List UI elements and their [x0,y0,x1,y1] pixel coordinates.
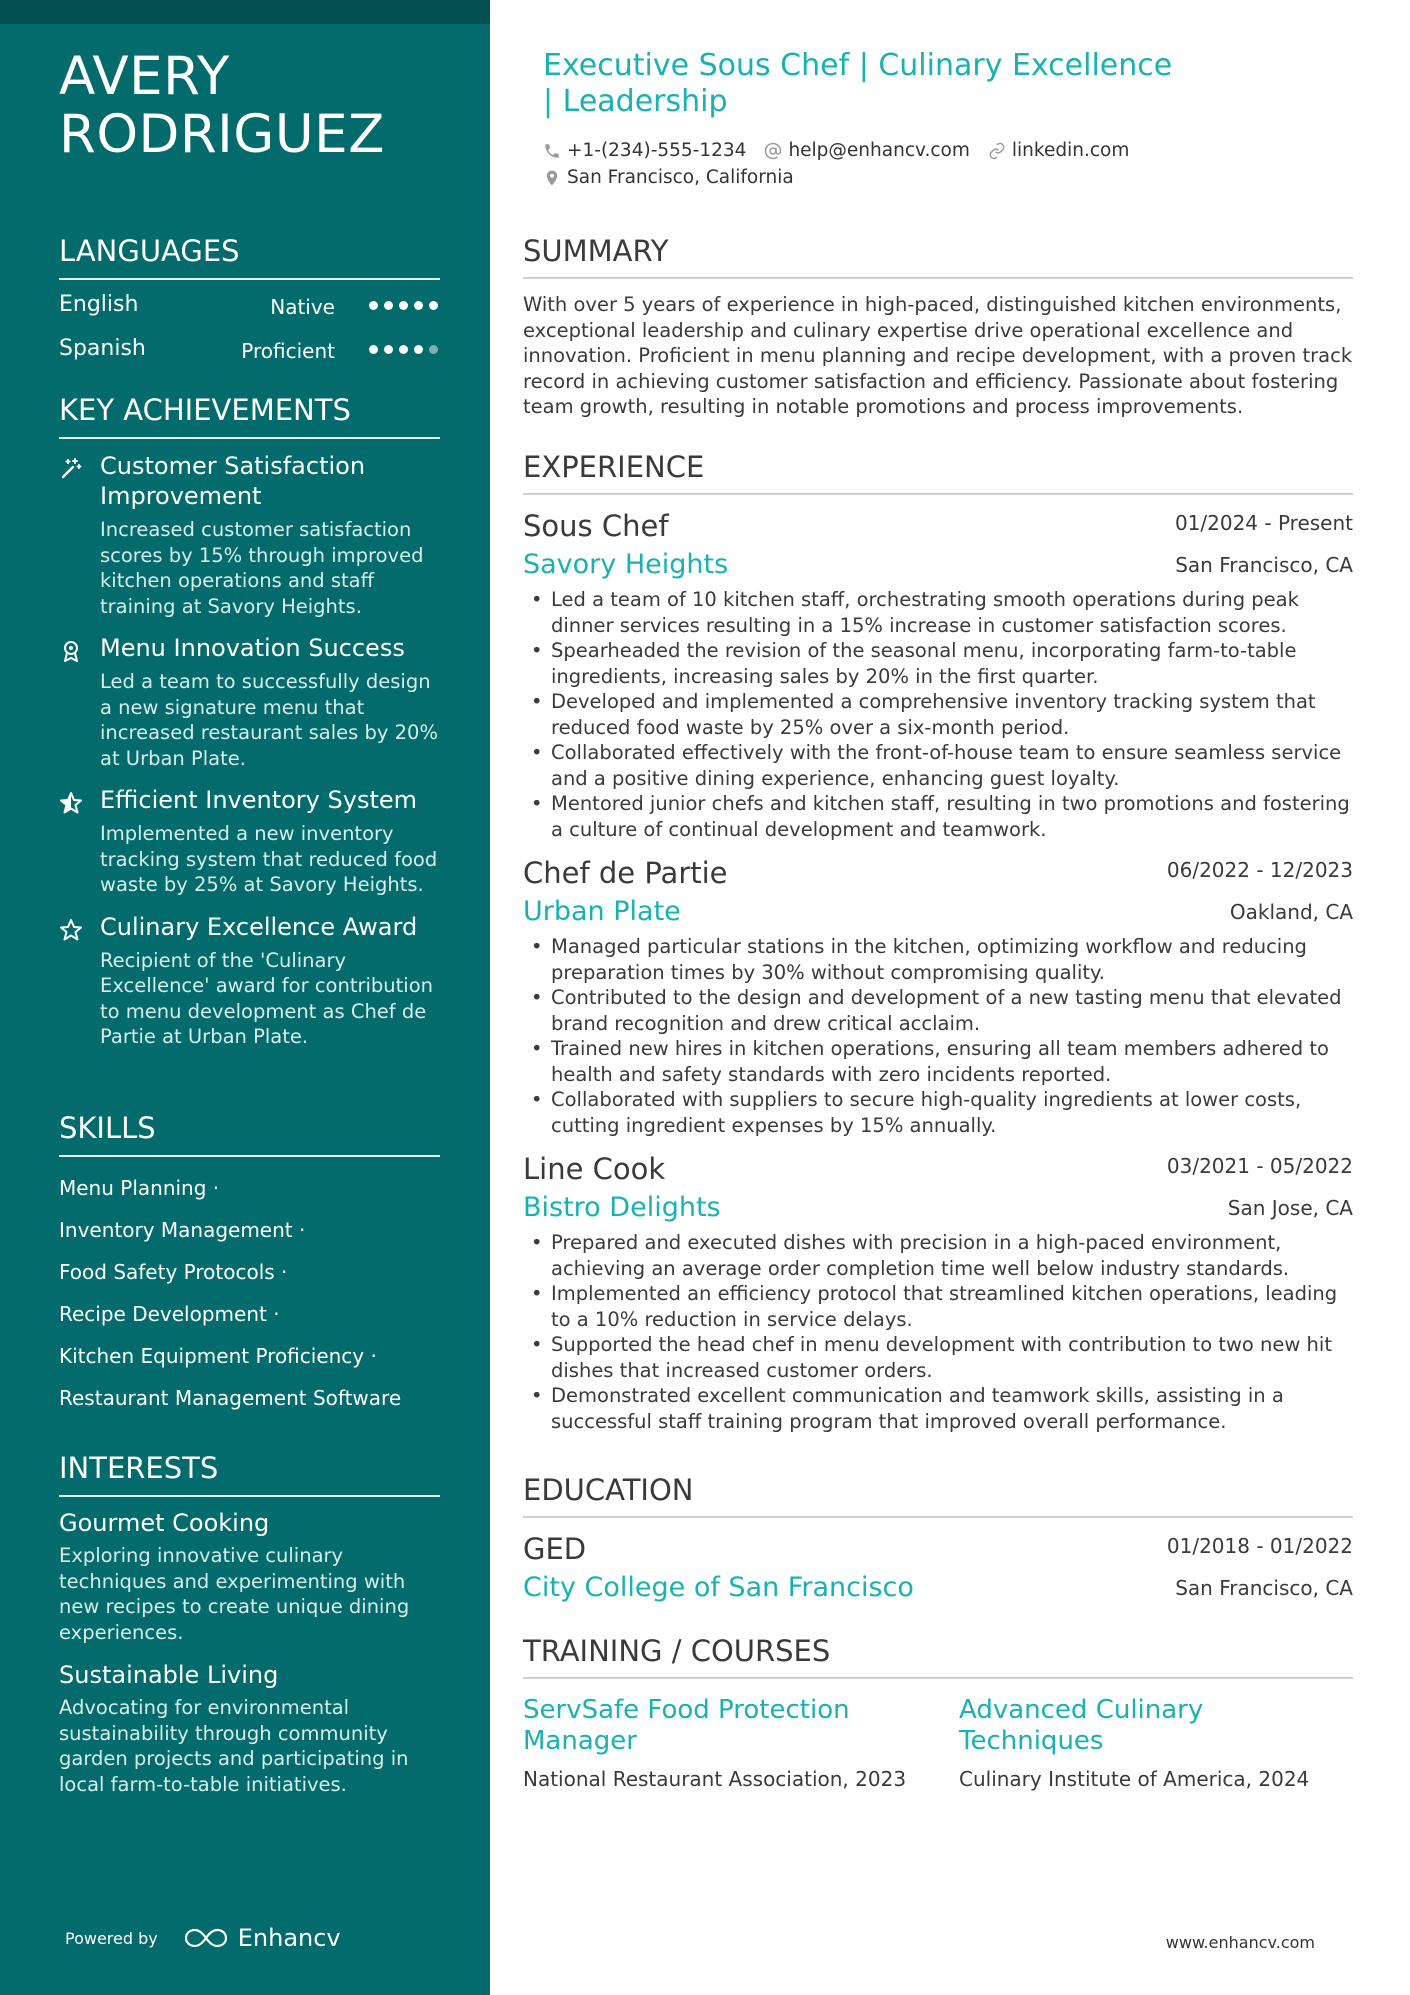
job-bullets [523,1230,1353,1434]
location-item [543,167,794,188]
at-sign-icon [764,142,782,160]
achievement-title: Culinary Excellence Award [100,912,418,941]
experience-section [523,449,1353,1434]
proficiency-dot [369,301,378,310]
job-list [523,505,1353,1434]
job-location: Oakland, CA [1229,900,1353,924]
job-bullet: • Trained new hires in kitchen operations, ensuring all team members adhered to health and safety standards with zero incidents reported. [551,1036,1353,1087]
link-icon [988,142,1006,160]
education-entry [523,1528,1353,1610]
languages-heading: LANGUAGES [59,233,440,280]
proficiency-dot [369,345,378,354]
interests-heading: INTERESTS [59,1450,440,1497]
job-dates: 06/2022 - 12/2023 [1166,858,1353,882]
language-row [59,290,440,334]
proficiency-dots [369,301,438,310]
sidebar [0,0,490,1995]
candidate-name: AVERY RODRIGUEZ [59,46,385,165]
proficiency-dot [399,345,408,354]
proficiency-dot [384,345,393,354]
achievements-heading: KEY ACHIEVEMENTS [59,392,440,439]
proficiency-dots [369,345,438,354]
course-entry [959,1695,1353,1793]
language-level: Proficient [241,339,335,363]
summary-heading: SUMMARY [523,233,1353,279]
email-item[interactable] [764,140,969,161]
interest-title: Sustainable Living [59,1661,279,1689]
skill-item: Restaurant Management Software [59,1386,402,1410]
company-name: Urban Plate [523,896,681,927]
proficiency-dot [384,301,393,310]
powered-by-label: Powered by [65,1928,158,1948]
achievement-item [59,785,440,898]
interests-section [59,1450,440,1811]
language-row [59,334,440,378]
job-title: Sous Chef [523,509,669,543]
interest-title: Gourmet Cooking [59,1509,270,1537]
job-location: San Jose, CA [1227,1196,1353,1220]
interest-description: Advocating for environmental sustainability through community garden projects and participating in local farm-to-table initiatives. [59,1696,409,1796]
job-entry [523,852,1353,1138]
skill-item: Inventory Management · [59,1218,306,1242]
course-organization: National Restaurant Association, 2023 [523,1767,907,1791]
achievements-list [59,451,440,1050]
star-outline-icon [59,918,83,942]
summary-section [523,233,1353,420]
training-heading: TRAINING / COURSES [523,1633,1353,1679]
skills-heading: SKILLS [59,1110,440,1157]
skill-item: Food Safety Protocols · [59,1260,288,1284]
job-bullet: • Demonstrated excellent communication and teamwork skills, assisting in a successful staff training program that improved overall performance. [551,1383,1353,1434]
achievement-description: Implemented a new inventory tracking system that reduced food waste by 25% at Savory Heights. [100,822,438,896]
proficiency-dot [429,345,438,354]
job-bullet: • Implemented an efficiency protocol that streamlined kitchen operations, leading to a 10% reduction in service delays. [551,1281,1353,1332]
school-name: City College of San Francisco [523,1572,914,1603]
achievement-item [59,633,440,771]
phone-icon [543,142,561,160]
language-name: English [59,292,139,317]
job-bullets [523,587,1353,842]
contact-info [543,137,1323,191]
skills-section [59,1110,440,1419]
wand-icon [59,457,83,481]
interest-description: Exploring innovative culinary techniques and experimenting with new recipes to create unique dining experiences. [59,1544,410,1644]
summary-text: With over 5 years of experience in high-paced, distinguished kitchen environments, exceptional leadership and culinary expertise drive operational excellence and innovation. Proficient in menu planning and recipe development, with a proven track record in achieving customer satisfaction and efficiency. Passionate about fostering team growth, resulting in notable promotions and process improvements. [523,293,1353,418]
proficiency-dot [399,301,408,310]
job-title-row [523,1148,1353,1190]
course-organization: Culinary Institute of America, 2024 [959,1767,1310,1791]
course-list [523,1695,1353,1793]
achievement-item [59,451,440,619]
linkedin-text: linkedin.com [1011,140,1130,161]
skill-item: Recipe Development · [59,1302,280,1326]
award-ribbon-icon [59,639,83,663]
enhancv-infinity-icon [184,1927,228,1949]
achievement-title: Customer Satisfaction Improvement [100,452,366,510]
achievement-title: Menu Innovation Success [100,634,405,662]
enhancv-logo[interactable] [184,1924,341,1952]
footer-url[interactable]: www.enhancv.com [1165,1933,1315,1952]
achievement-description: Recipient of the 'Culinary Excellence' award for contribution to menu development as Chef de Partie at Urban Plate. [100,948,433,1048]
email-text: help@enhancv.com [788,140,970,161]
achievement-description: Led a team to successfully design a new signature menu that increased restaurant sales by 20% at Urban Plate. [100,670,438,770]
job-bullet: • Collaborated effectively with the front-of-house team to ensure seamless service and a positive dining experience, enhancing guest loyalty. [551,740,1353,791]
job-bullet: • Collaborated with suppliers to secure high-quality ingredients at lower costs, cutting ingredient expenses by 15% annually. [551,1087,1353,1138]
job-entry [523,505,1353,842]
enhancv-brand-text: Enhancv [237,1924,341,1952]
achievements-section [59,392,440,1064]
job-title: Chef de Partie [523,856,728,890]
experience-heading: EXPERIENCE [523,449,1353,495]
proficiency-dot [429,301,438,310]
languages-section [59,233,440,378]
job-title: Line Cook [523,1152,666,1186]
phone-item[interactable] [543,140,746,161]
job-bullet: • Mentored junior chefs and kitchen staff, resulting in two promotions and fostering a culture of continual development and teamwork. [551,791,1353,842]
company-name: Savory Heights [523,549,729,580]
job-location: San Francisco, CA [1175,553,1353,577]
course-title: Advanced Culinary Techniques [959,1695,1204,1756]
education-section [523,1472,1353,1610]
job-bullet: • Supported the head chef in menu development with contribution to two new hit dishes that increased customer orders. [551,1332,1353,1383]
job-title-row [523,852,1353,894]
course-entry [523,1695,917,1793]
job-bullet: • Spearheaded the revision of the seasonal menu, incorporating farm-to-table ingredients, increasing sales by 20% in the first quarter. [551,638,1353,689]
school-location: San Francisco, CA [1175,1576,1353,1600]
map-pin-icon [543,169,561,187]
skills-list [59,1167,440,1419]
course-title: ServSafe Food Protection Manager [523,1695,850,1756]
sidebar-top-band [0,0,490,24]
location-text: San Francisco, California [567,167,794,188]
star-half-icon [59,791,83,815]
job-bullets [523,934,1353,1138]
education-heading: EDUCATION [523,1472,1353,1518]
achievement-title: Efficient Inventory System [100,786,418,814]
company-row [523,547,1353,587]
company-row [523,1190,1353,1230]
linkedin-item[interactable] [988,140,1129,161]
interests-list [59,1507,440,1797]
powered-by [65,1924,341,1952]
achievement-description: Increased customer satisfaction scores by 15% through improved kitchen operations and staff training at Savory Heights. [100,518,424,618]
languages-list [59,290,440,378]
job-dates: 03/2021 - 05/2022 [1166,1154,1353,1178]
job-bullet: • Led a team of 10 kitchen staff, orchestrating smooth operations during peak dinner services resulting in a 15% increase in customer satisfaction scores. [551,587,1353,638]
skill-item: Kitchen Equipment Proficiency · [59,1344,377,1368]
education-dates: 01/2018 - 01/2022 [1166,1534,1353,1558]
company-name: Bistro Delights [523,1192,721,1223]
language-name: Spanish [59,336,146,361]
phone-text: +1-(234)-555-1234 [567,140,747,161]
degree: GED [523,1532,587,1566]
proficiency-dot [414,345,423,354]
job-entry [523,1148,1353,1434]
headline: Executive Sous Chef | Culinary Excellence | Leadership [543,48,1173,119]
proficiency-dot [414,301,423,310]
job-bullet: • Managed particular stations in the kitchen, optimizing workflow and reducing preparation times by 30% without compromising quality. [551,934,1353,985]
job-bullet: • Developed and implemented a comprehensive inventory tracking system that reduced food waste by 25% over a six-month period. [551,689,1353,740]
achievement-item [59,912,440,1050]
job-dates: 01/2024 - Present [1174,511,1353,535]
job-bullet: • Prepared and executed dishes with precision in a high-paced environment, achieving an average order completion time well below industry standards. [551,1230,1353,1281]
skill-item: Menu Planning · [59,1176,220,1200]
job-title-row [523,505,1353,547]
training-section [523,1633,1353,1793]
job-bullet: • Contributed to the design and development of a new tasting menu that elevated brand recognition and drew critical acclaim. [551,985,1353,1036]
language-level: Native [270,295,335,319]
company-row [523,894,1353,934]
